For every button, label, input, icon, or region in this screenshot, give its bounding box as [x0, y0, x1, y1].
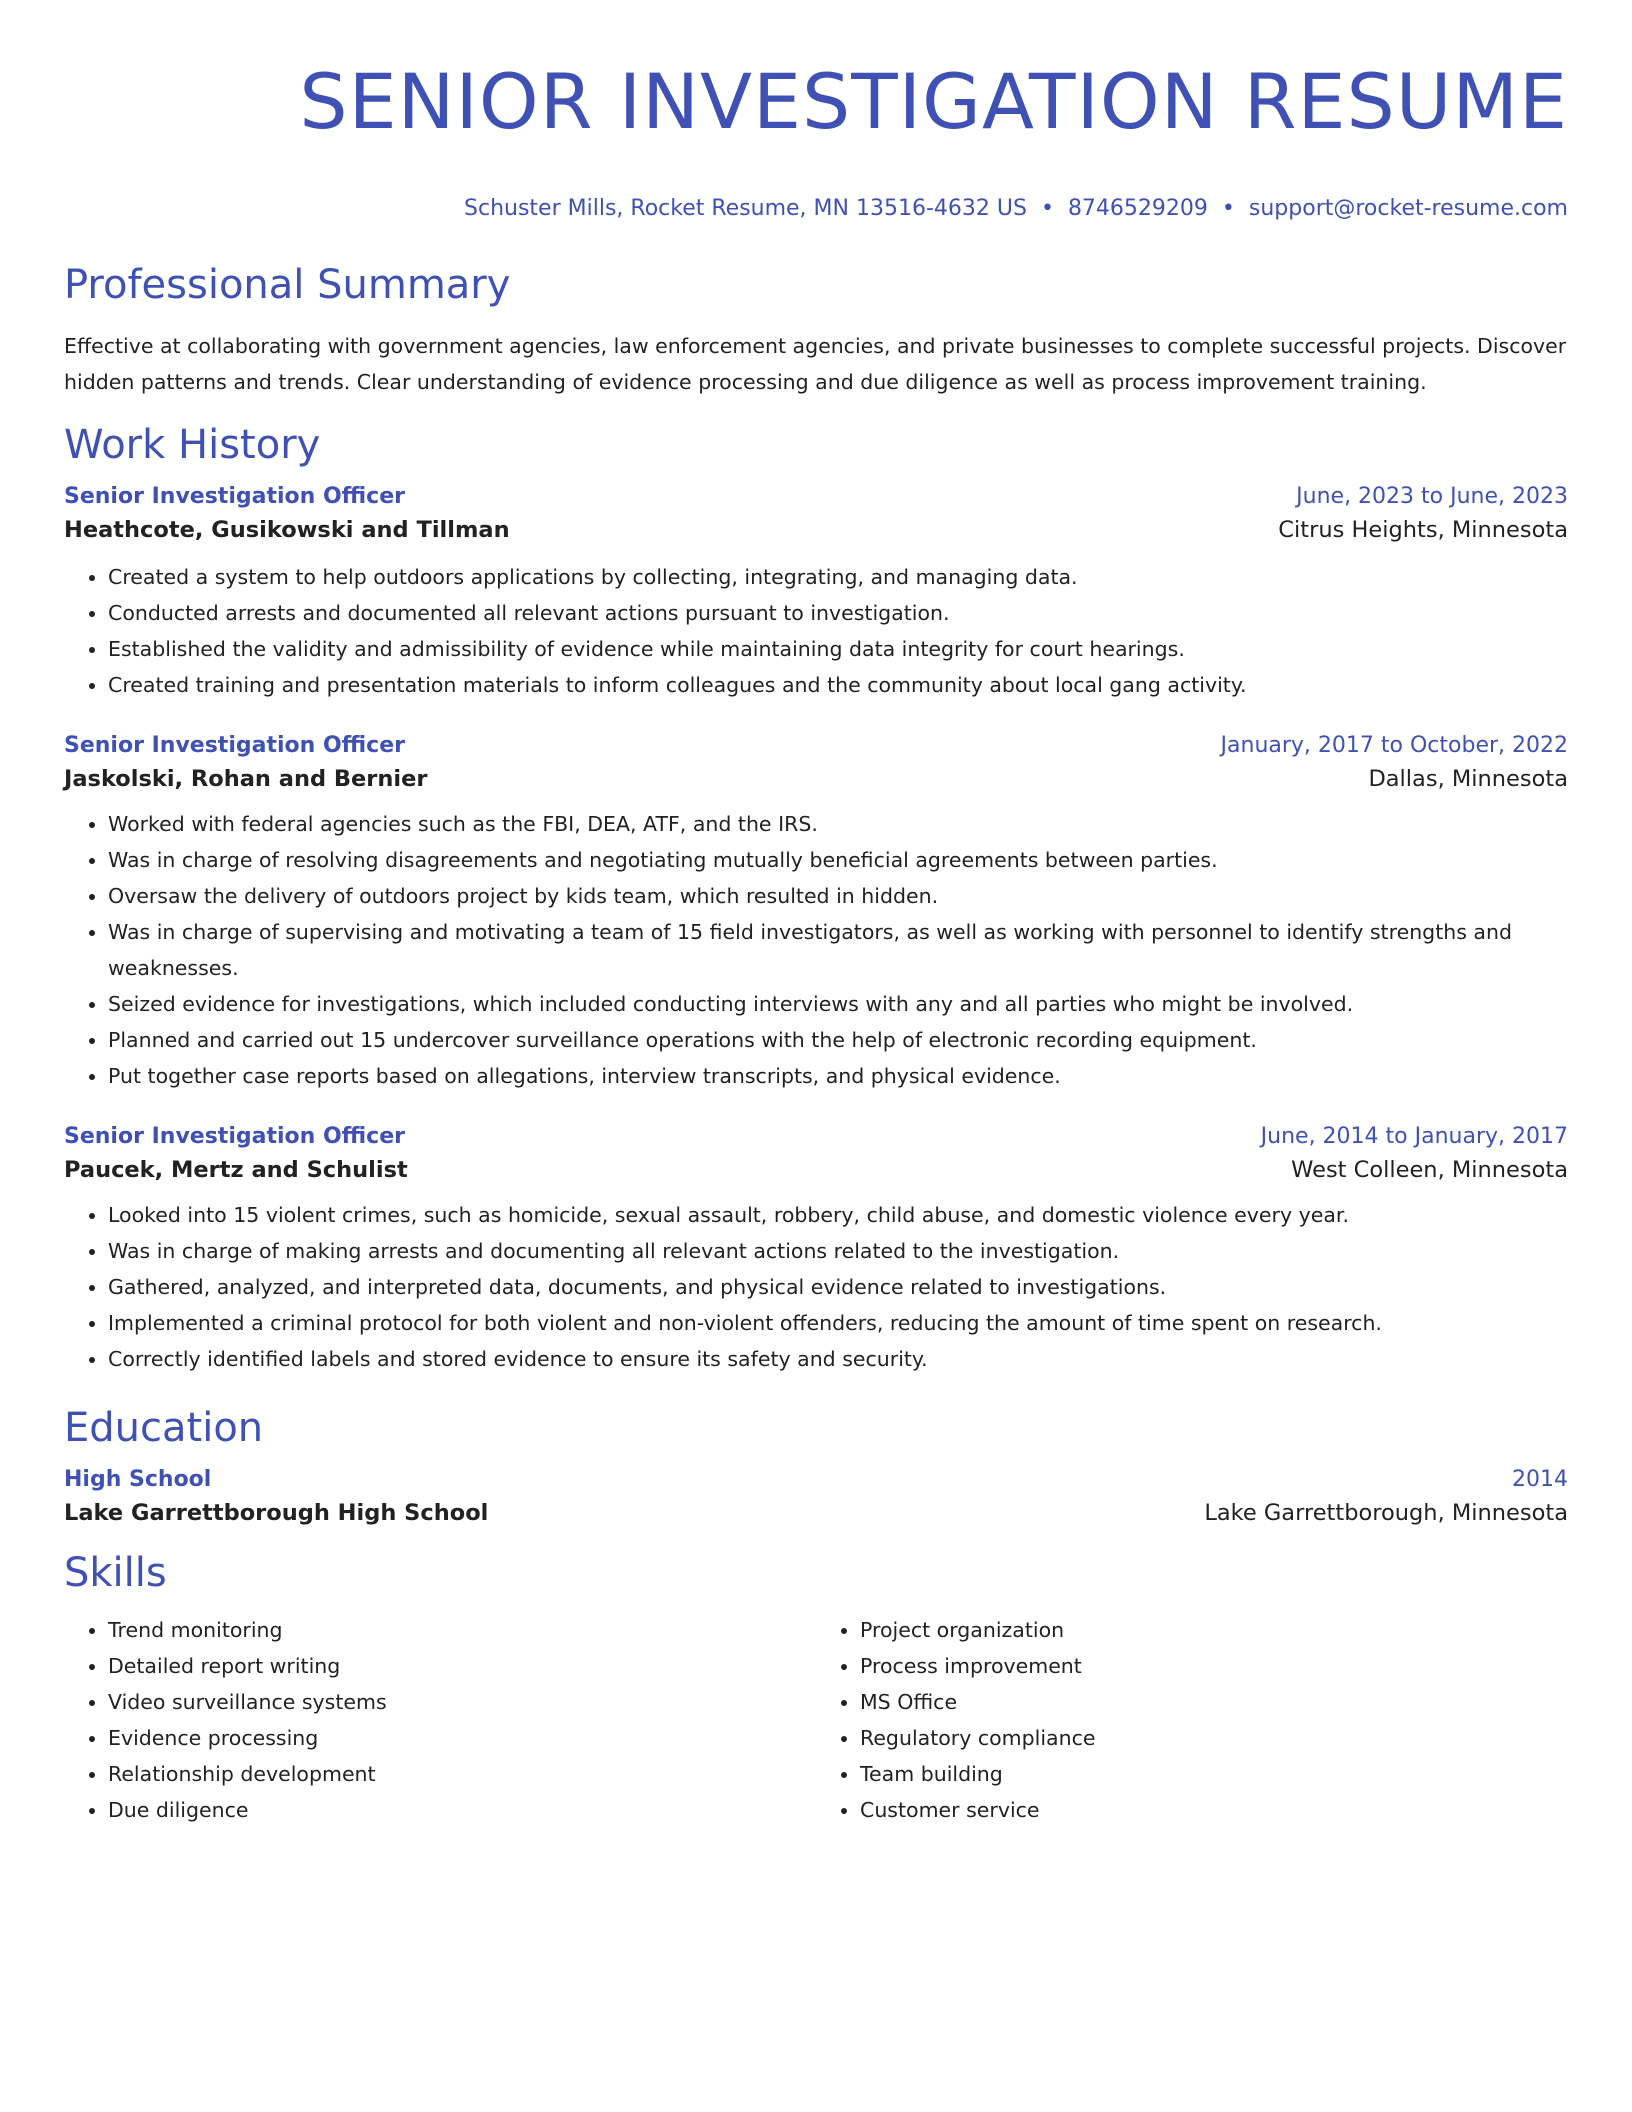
skill-item: • Video surveillance systems — [108, 1684, 816, 1720]
education-entry — [64, 1467, 1568, 1526]
education-header-row — [64, 1467, 1568, 1492]
education-degree: High School — [64, 1467, 212, 1492]
resume-title: SENIOR INVESTIGATION RESUME — [299, 57, 1568, 146]
job-dates: January, 2017 to October, 2022 — [1220, 733, 1568, 758]
job-location: Dallas, Minnesota — [1368, 766, 1568, 792]
education-year: 2014 — [1512, 1467, 1568, 1492]
job-entry — [64, 1124, 1568, 1377]
skills-columns — [64, 1612, 1568, 1828]
list-item: • Was in charge of supervising and motivating a team of 15 field investigators, as well as working with personnel to identify strengths and weaknesses. — [108, 914, 1568, 986]
list-item: • Planned and carried out 15 undercover surveillance operations with the help of electronic recording equipment. — [108, 1022, 1568, 1058]
skill-item: • Customer service — [860, 1792, 1568, 1828]
list-item: • Created training and presentation materials to inform colleagues and the community about local gang activity. — [108, 667, 1568, 703]
job-dates: June, 2023 to June, 2023 — [1296, 484, 1568, 509]
skill-item: • Detailed report writing — [108, 1648, 816, 1684]
job-entry — [64, 733, 1568, 1094]
contact-separator: • — [1040, 196, 1054, 221]
job-company: Jaskolski, Rohan and Bernier — [64, 766, 428, 792]
skills-heading: Skills — [64, 1550, 167, 1596]
list-item: • Oversaw the delivery of outdoors project by kids team, which resulted in hidden. — [108, 878, 1568, 914]
list-item: • Was in charge of resolving disagreements and negotiating mutually beneficial agreements between parties. — [108, 842, 1568, 878]
job-bullets — [64, 559, 1568, 703]
skill-item: • Process improvement — [860, 1648, 1568, 1684]
job-company-row — [64, 1157, 1568, 1183]
job-role: Senior Investigation Officer — [64, 484, 405, 509]
skill-item: • Relationship development — [108, 1756, 816, 1792]
skill-item: • Due diligence — [108, 1792, 816, 1828]
skill-item: • Regulatory compliance — [860, 1720, 1568, 1756]
job-bullets — [64, 806, 1568, 1094]
skill-item: • Project organization — [860, 1612, 1568, 1648]
job-location: Citrus Heights, Minnesota — [1278, 517, 1568, 543]
job-company-row — [64, 517, 1568, 543]
education-school-row — [64, 1500, 1568, 1526]
list-item: • Gathered, analyzed, and interpreted data, documents, and physical evidence related to investigations. — [108, 1269, 1568, 1305]
list-item: • Was in charge of making arrests and documenting all relevant actions related to the investigation. — [108, 1233, 1568, 1269]
skill-item: • Evidence processing — [108, 1720, 816, 1756]
education-heading: Education — [64, 1405, 264, 1451]
job-company-row — [64, 766, 1568, 792]
skill-item: • Team building — [860, 1756, 1568, 1792]
list-item: • Established the validity and admissibility of evidence while maintaining data integrity for court hearings. — [108, 631, 1568, 667]
list-item: • Conducted arrests and documented all relevant actions pursuant to investigation. — [108, 595, 1568, 631]
job-bullets — [64, 1197, 1568, 1377]
job-header-row — [64, 733, 1568, 758]
skill-item: • MS Office — [860, 1684, 1568, 1720]
work-history-heading: Work History — [64, 422, 321, 468]
skills-list-right — [816, 1612, 1568, 1828]
skills-list-left — [64, 1612, 816, 1828]
job-role: Senior Investigation Officer — [64, 733, 405, 758]
list-item: • Created a system to help outdoors applications by collecting, integrating, and managing data. — [108, 559, 1568, 595]
job-role: Senior Investigation Officer — [64, 1124, 405, 1149]
contact-separator: • — [1221, 196, 1235, 221]
skill-item: • Trend monitoring — [108, 1612, 816, 1648]
education-location: Lake Garrettborough, Minnesota — [1204, 1500, 1568, 1526]
job-company: Paucek, Mertz and Schulist — [64, 1157, 408, 1183]
list-item: • Implemented a criminal protocol for both violent and non-violent offenders, reducing the amount of time spent on research. — [108, 1305, 1568, 1341]
job-company: Heathcote, Gusikowski and Tillman — [64, 517, 510, 543]
contact-line — [64, 194, 1568, 224]
list-item: • Correctly identified labels and stored evidence to ensure its safety and security. — [108, 1341, 1568, 1377]
job-dates: June, 2014 to January, 2017 — [1260, 1124, 1568, 1149]
job-location: West Colleen, Minnesota — [1291, 1157, 1568, 1183]
contact-phone: 8746529209 — [1067, 196, 1208, 221]
list-item: • Put together case reports based on allegations, interview transcripts, and physical evidence. — [108, 1058, 1568, 1094]
list-item: • Seized evidence for investigations, which included conducting interviews with any and all parties who might be involved. — [108, 986, 1568, 1022]
job-header-row — [64, 484, 1568, 509]
list-item: • Looked into 15 violent crimes, such as homicide, sexual assault, robbery, child abuse, and domestic violence every year. — [108, 1197, 1568, 1233]
contact-address: Schuster Mills, Rocket Resume, MN 13516-4632 US — [464, 196, 1027, 221]
job-header-row — [64, 1124, 1568, 1149]
education-school: Lake Garrettborough High School — [64, 1500, 489, 1526]
list-item: • Worked with federal agencies such as the FBI, DEA, ATF, and the IRS. — [108, 806, 1568, 842]
summary-text: Effective at collaborating with government agencies, law enforcement agencies, and private businesses to complete successful projects. Discover hidden patterns and trends. Clear understanding of evidence processing and due diligence as well as process improvement training. — [64, 334, 1567, 394]
summary-heading: Professional Summary — [64, 262, 511, 308]
contact-email: support@rocket-resume.com — [1248, 196, 1568, 221]
job-entry — [64, 484, 1568, 703]
